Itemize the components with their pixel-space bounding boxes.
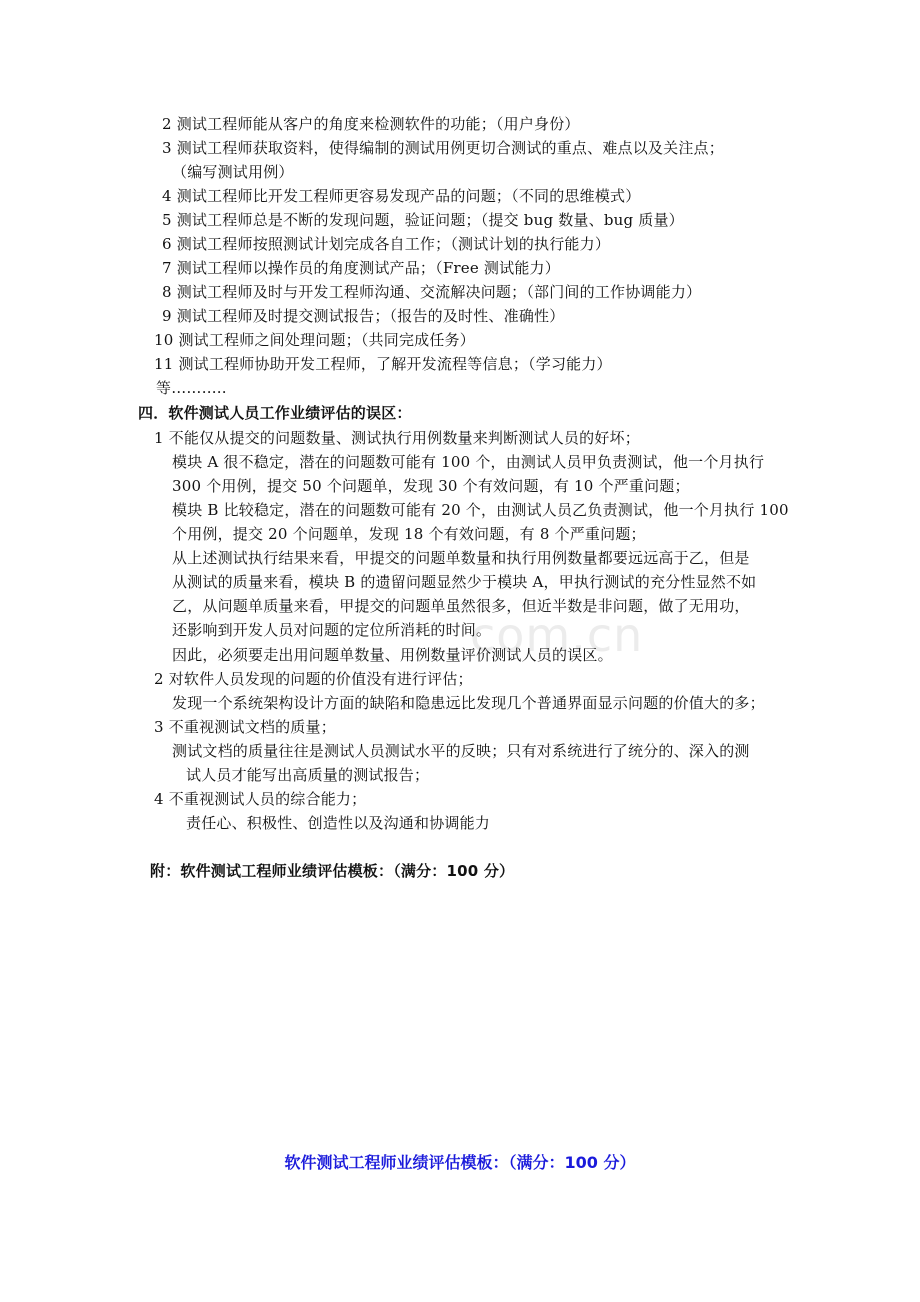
paragraph-line: 个用例，提交 20 个问题单，发现 18 个有效问题，有 8 个严重问题； bbox=[172, 525, 646, 543]
paragraph-line: 测试文档的质量往往是测试人员测试水平的反映；只有对系统进行了统分的、深入的测 bbox=[172, 742, 750, 760]
list-item: 5 测试工程师总是不断的发现问题，验证问题；（提交 bug 数量、bug 质量） bbox=[162, 211, 684, 229]
appendix-heading: 附：软件测试工程师业绩评估模板：（满分：100 分） bbox=[150, 862, 515, 880]
list-item: 7 测试工程师以操作员的角度测试产品；（Free 测试能力） bbox=[162, 259, 560, 277]
list-item: 10 测试工程师之间处理问题；（共同完成任务） bbox=[154, 331, 475, 349]
list-item: 9 测试工程师及时提交测试报告；（报告的及时性、准确性） bbox=[162, 307, 565, 325]
list-item: 1 不能仅从提交的问题数量、测试执行用例数量来判断测试人员的好坏； bbox=[154, 429, 640, 447]
section-heading: 四．软件测试人员工作业绩评估的误区： bbox=[138, 404, 412, 422]
paragraph-line: 因此，必须要走出用问题单数量、用例数量评价测试人员的误区。 bbox=[172, 646, 613, 664]
watermark: com.cn bbox=[470, 608, 644, 662]
list-item: 4 不重视测试人员的综合能力； bbox=[154, 790, 367, 808]
paragraph-line: 300 个用例，提交 50 个问题单，发现 30 个有效问题，有 10 个严重问题； bbox=[172, 477, 690, 495]
paragraph-line: 从测试的质量来看，模块 B 的遗留问题显然少于模块 A，甲执行测试的充分性显然不如 bbox=[172, 573, 757, 591]
list-item: 11 测试工程师协助开发工程师，了解开发流程等信息；（学习能力） bbox=[154, 355, 612, 373]
ellipsis-text: 等……….. bbox=[156, 379, 227, 397]
paragraph-line: 发现一个系统架构设计方面的缺陷和隐患远比发现几个普通界面显示问题的价值大的多； bbox=[172, 694, 765, 712]
list-item: 2 对软件人员发现的问题的价值没有进行评估； bbox=[154, 670, 473, 688]
template-title: 软件测试工程师业绩评估模板：（满分：100 分） bbox=[284, 1153, 636, 1172]
paragraph-line: 从上述测试执行结果来看，甲提交的问题单数量和执行用例数量都要远远高于乙，但是 bbox=[172, 549, 750, 567]
paragraph-line: 模块 B 比较稳定，潜在的问题数可能有 20 个，由测试人员乙负责测试，他一个月执行 100 bbox=[172, 501, 789, 519]
list-item: 8 测试工程师及时与开发工程师沟通、交流解决问题；（部门间的工作协调能力） bbox=[162, 283, 702, 301]
list-item: 2 测试工程师能从客户的角度来检测软件的功能；（用户身份） bbox=[162, 115, 580, 133]
paragraph-line: 责任心、积极性、创造性以及沟通和协调能力 bbox=[186, 814, 491, 832]
paragraph-line: 试人员才能写出高质量的测试报告； bbox=[186, 766, 430, 784]
paragraph-line: 还影响到开发人员对问题的定位所消耗的时间。 bbox=[172, 621, 492, 639]
list-item: 3 不重视测试文档的质量； bbox=[154, 718, 336, 736]
paragraph-line: 乙，从问题单质量来看，甲提交的问题单虽然很多，但近半数是非问题，做了无用功， bbox=[172, 597, 750, 615]
list-item: 6 测试工程师按照测试计划完成各自工作；（测试计划的执行能力） bbox=[162, 235, 611, 253]
list-item: 4 测试工程师比开发工程师更容易发现产品的问题；（不同的思维模式） bbox=[162, 187, 641, 205]
list-item: 3 测试工程师获取资料，使得编制的测试用例更切合测试的重点、难点以及关注点； bbox=[162, 139, 724, 157]
paragraph-line: 模块 A 很不稳定，潜在的问题数可能有 100 个，由测试人员甲负责测试，他一个月执行 bbox=[172, 453, 765, 471]
list-item-continuation: （编写测试用例） bbox=[172, 163, 294, 181]
